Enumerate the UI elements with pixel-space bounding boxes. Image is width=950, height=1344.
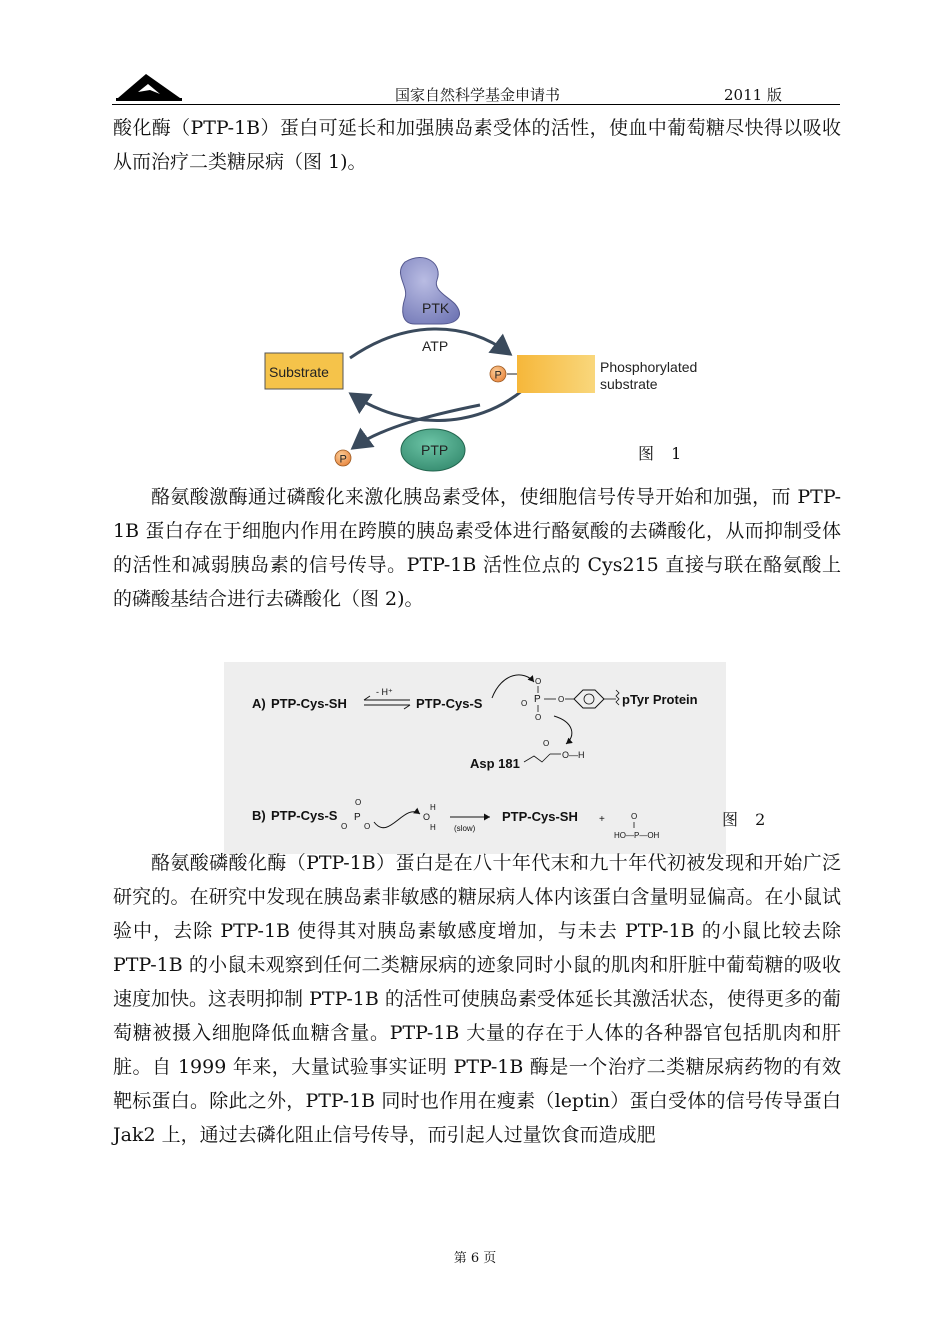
svg-text:O: O — [364, 822, 371, 831]
b-slow-label: (slow) — [454, 824, 476, 833]
b-reactant: PTP-Cys-S — [271, 808, 338, 823]
a-reactant: PTP-Cys-SH — [271, 696, 347, 711]
header-title: 国家自然科学基金申请书 — [395, 86, 561, 104]
svg-text:O: O — [543, 739, 550, 748]
figure-1-caption: 图 1 — [638, 444, 688, 463]
b-phosphate: HO—P—OH — [614, 831, 660, 840]
a-product: PTP-Cys-S — [416, 696, 483, 711]
phosphorylated-substrate-box — [517, 355, 595, 393]
ptp-label: PTP — [421, 442, 449, 458]
svg-text:O: O — [423, 812, 431, 822]
header-edition: 2011 版 — [724, 86, 782, 104]
svg-text:O: O — [535, 713, 542, 722]
svg-text:O: O — [341, 822, 348, 831]
a-hydroxyl: O—H — [562, 750, 585, 760]
substrate-label: Substrate — [269, 364, 329, 380]
b-product: PTP-Cys-SH — [502, 809, 578, 824]
page-header — [112, 66, 840, 106]
svg-text:O: O — [521, 699, 528, 708]
released-phosphate-label: P — [339, 453, 347, 466]
svg-text:O: O — [535, 677, 542, 686]
a-substrate: pTyr Protein — [622, 692, 698, 707]
paragraph-3: 酪氨酸磷酸化酶（PTP-1B）蛋白是在八十年代末和九十年代初被发现和开始广泛研究的。在研究中发现在胰岛素非敏感的糖尿病人体内该蛋白含量明显偏高。在小鼠试验中，去除 PTP-1B 使得其对胰岛素敏感度增加，与未去 PTP-1B 的小鼠比较去除 PTP-1B 的小鼠未观察到任何二类糖尿病的迹象同时小鼠的肌肉和肝脏中葡萄糖的吸收速度加快。这表明抑制 PTP-1B 的活性可使胰岛素受体延长其激活状态，使得更多的葡萄糖被摄入细胞降低血糖含量。PTP-1B 大量的存在于人体的各种器官包括肌肉和肝脏。自 1999 年来，大量试验事实证明 PTP-1B 酶是一个治疗二类糖尿病药物的有效靶标蛋白。除此之外，PTP-1B 同时也作用在瘦素（leptin）蛋白受体的信号传导蛋白 Jak2 上，通过去磷化阻止信号传导，而引起人过量饮食而造成肥 — [113, 852, 841, 1146]
label-b: B) — [252, 808, 266, 823]
figure-2-reaction-scheme — [224, 662, 726, 854]
a-phosphorus: P — [534, 694, 541, 705]
label-a: A) — [252, 696, 266, 711]
svg-text:H: H — [430, 823, 436, 832]
b-plus: + — [599, 814, 605, 825]
nsfc-logo-icon — [116, 70, 182, 102]
page-number: 第 6 页 — [453, 1251, 497, 1266]
svg-text:O: O — [558, 695, 565, 704]
svg-text:P: P — [354, 812, 361, 823]
ptk-label: PTK — [422, 300, 450, 316]
paragraph-2: 酪氨酸激酶通过磷酸化来激化胰岛素受体，使细胞信号传导开始和加强，而 PTP-1B 蛋白存在于细胞内作用在跨膜的胰岛素受体进行酪氨酸的去磷酸化，从而抑制受体的活性和减弱胰岛素的信号传导。PTP-1B 活性位点的 Cys215 直接与联在酪氨酸上的磷酸基结合进行去磷酸化（图 2)。 — [113, 486, 841, 610]
figure-2-panel — [224, 662, 726, 854]
phosphorylated-label-line2: substrate — [600, 376, 658, 392]
header-rule — [112, 104, 840, 105]
phosphate-label: P — [494, 369, 502, 382]
atp-label: ATP — [422, 338, 449, 354]
a-asp181: Asp 181 — [470, 756, 520, 771]
a-arrow-label: - H⁺ — [376, 687, 393, 697]
svg-text:O: O — [355, 798, 362, 807]
paragraph-1: 酸化酶（PTP-1B）蛋白可延长和加强胰岛素受体的活性，使血中葡萄糖尽快得以吸收从而治疗二类糖尿病（图 1)。 — [113, 117, 841, 173]
figure-2-caption: 图 2 — [722, 810, 772, 829]
phosphorylated-label-line1: Phosphorylated — [600, 359, 698, 375]
svg-text:H: H — [430, 803, 436, 812]
svg-text:O: O — [631, 812, 638, 821]
